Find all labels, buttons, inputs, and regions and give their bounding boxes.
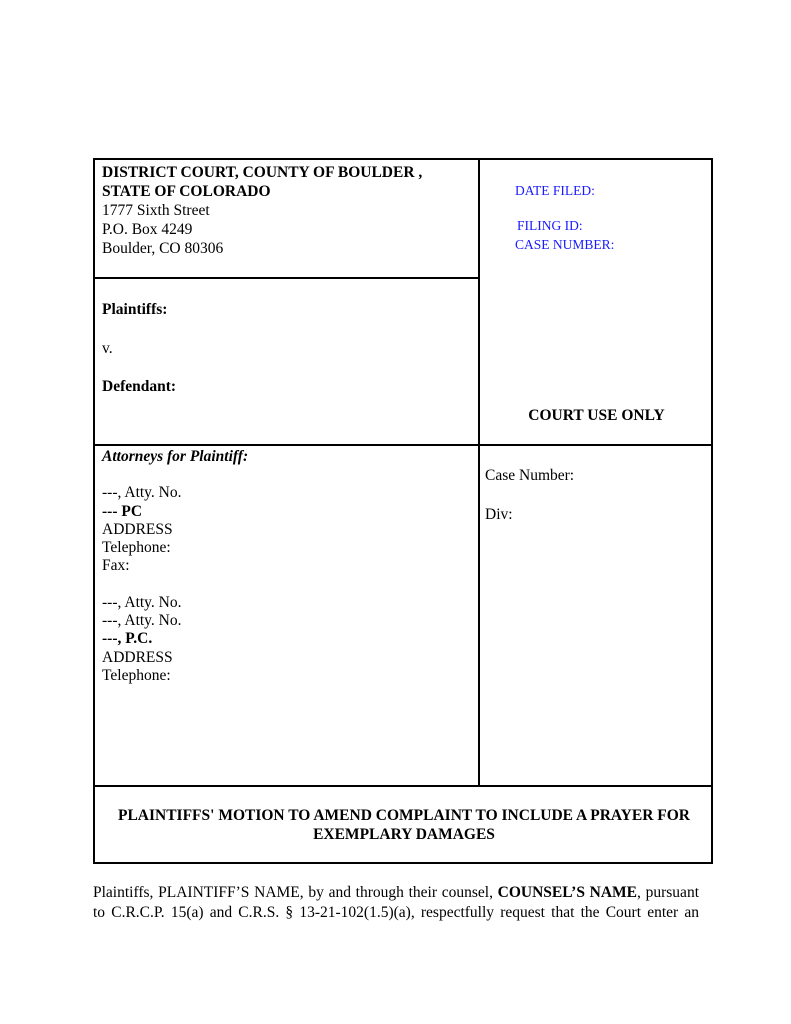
defendant-label: Defendant: [102,378,177,395]
attorneys-info [102,448,248,685]
firm2-name: ---, P.C. [102,630,153,648]
versus-label: v. [102,340,113,357]
body-paragraph [93,883,699,923]
firm1-address: ADDRESS [102,520,173,538]
court-name: DISTRICT COURT, COUNTY OF BOULDER , [102,164,423,181]
filing-stamp [515,182,614,254]
firm2-address: ADDRESS [102,648,173,666]
case-info [485,466,574,525]
filing-id-label: FILING ID: [517,218,583,233]
court-info [102,163,422,258]
parties-divider [95,444,713,446]
column-divider [478,160,480,786]
court-use-only: COURT USE ONLY [528,407,665,424]
court-divider [95,277,478,279]
court-city: Boulder, CO 80306 [102,240,224,257]
firm1-atty: ---, Atty. No. [102,484,182,502]
counsel-name: COUNSEL’S NAME [497,884,638,901]
body-text-part1: Plaintiffs, PLAINTIFF’S NAME, by and through their counsel, [93,884,498,901]
firm1-name: --- PC [102,502,143,520]
case-number-label: Case Number: [485,467,575,484]
attorneys-divider [95,785,713,787]
motion-title-line1: PLAINTIFFS' MOTION TO AMEND COMPLAINT TO INCLUDE A PRAYER FOR [117,807,690,824]
firm1-telephone: Telephone: [102,539,171,557]
parties-info [102,300,176,396]
firm2-atty1: ---, Atty. No. [102,593,182,611]
motion-title [95,806,713,844]
motion-title-line2: EXEMPLARY DAMAGES [313,826,495,843]
caption-table [93,158,713,864]
div-label: Div: [485,506,513,523]
plaintiffs-label: Plaintiffs: [102,301,168,318]
firm1-fax: Fax: [102,557,130,575]
court-street: 1777 Sixth Street [102,202,210,219]
date-filed-label: DATE FILED: [515,183,595,198]
firm2-atty2: ---, Atty. No. [102,612,182,630]
attorneys-heading: Attorneys for Plaintiff: [102,448,249,465]
body-text-part2: , pursuant to C.R.C.P. 15(a) and C.R.S. § 13-21-102(1.5)(a), respectfully request that the Court enter an [93,884,699,921]
case-number-stamp-label: CASE NUMBER: [515,237,615,252]
court-po-box: P.O. Box 4249 [102,221,193,238]
court-state: STATE OF COLORADO [102,183,271,200]
firm2-telephone: Telephone: [102,666,171,684]
